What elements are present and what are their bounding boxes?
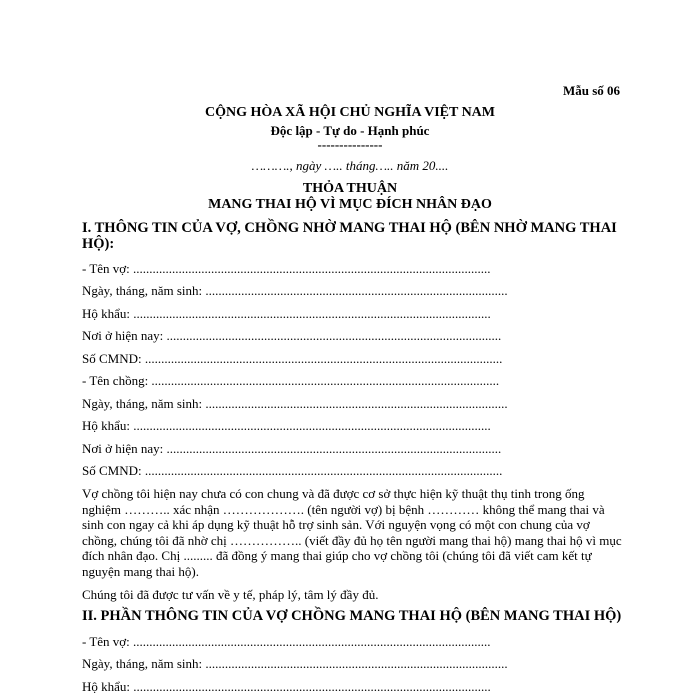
field-surrogate-household: Hộ khẩu: ..............................................................................................................: [82, 679, 491, 694]
statement-paragraph: Vợ chồng tôi hiện nay chưa có con chung và đã được cơ sở thực hiện kỹ thuật thụ tinh trong ống nghiệm ……….. xác nhận ………………. (tên người vợ) bị bệnh ………… không thể mang thai và sinh con ngay cả khi áp dụng kỹ thuật hỗ trợ sinh sản. Với nguyện vọng có một con chung của vợ chồng, chúng tôi đã nhờ chị …………….. (viết đầy đủ họ tên người mang thai hộ) mang thai hộ vì mục đích nhân đạo. Chị ......... đã đồng ý mang thai giúp cho vợ chồng tôi (chúng tôi đã viết cam kết tự nguyện mang thai hộ).: [82, 486, 622, 579]
field-husband-residence: Nơi ở hiện nay: .......................................................................................................: [82, 441, 502, 456]
section-2-heading: II. PHẦN THÔNG TIN CỦA VỢ CHỒNG MANG THAI HỘ (BÊN MANG THAI HỘ): [82, 608, 622, 624]
field-husband-dob: Ngày, tháng, năm sinh: .............................................................................................: [82, 396, 508, 411]
field-wife-name: - Tên vợ: ..............................................................................................................: [82, 261, 491, 276]
header-divider: ---------------: [317, 137, 383, 152]
field-husband-name: - Tên chồng: ...........................................................................................................: [82, 373, 500, 388]
document-subtitle: MANG THAI HỘ VÌ MỤC ĐÍCH NHÂN ĐẠO: [208, 197, 492, 212]
field-husband-id: Số CMND: ..............................................................................................................: [82, 463, 503, 478]
field-husband-household: Hộ khẩu: ..............................................................................................................: [82, 418, 491, 433]
field-surrogate-wife-dob: Ngày, tháng, năm sinh: .............................................................................................: [82, 656, 508, 671]
field-wife-residence: Nơi ở hiện nay: .......................................................................................................: [82, 328, 502, 343]
document-title: THỎA THUẬN: [302, 181, 398, 196]
field-wife-household: Hộ khẩu: ..............................................................................................................: [82, 306, 491, 321]
section-1-heading: I. THÔNG TIN CỦA VỢ, CHỒNG NHỜ MANG THAI HỘ (BÊN NHỜ MANG THAI HỘ):: [82, 220, 617, 252]
national-motto: Độc lập - Tự do - Hạnh phúc: [270, 123, 430, 138]
national-title: CỘNG HÒA XÃ HỘI CHỦ NGHĨA VIỆT NAM: [204, 105, 495, 120]
consultation-statement: Chúng tôi đã được tư vấn về y tế, pháp lý, tâm lý đầy đủ.: [82, 587, 379, 602]
place-date-line: ………., ngày ….. tháng….. năm 20....: [251, 158, 449, 173]
form-number: Mẫu số 06: [562, 83, 620, 98]
field-surrogate-wife-name: - Tên vợ: ..............................................................................................................: [82, 634, 491, 649]
field-wife-id: Số CMND: ..............................................................................................................: [82, 351, 503, 366]
field-wife-dob: Ngày, tháng, năm sinh: .............................................................................................: [82, 283, 508, 298]
